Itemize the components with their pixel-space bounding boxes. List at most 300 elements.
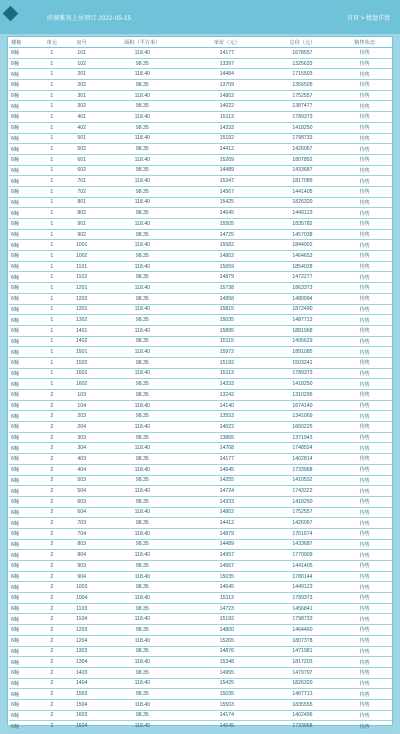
cell-status: 待售 <box>337 293 392 304</box>
cell-status: 待售 <box>337 304 392 315</box>
table-row[interactable] <box>9 657 392 668</box>
cell-unit: 2 <box>39 539 65 550</box>
cell-unit-price: 15035 <box>186 689 268 700</box>
table-row[interactable] <box>9 90 392 101</box>
table-row[interactable] <box>9 432 392 443</box>
cell-unit-price: 15348 <box>186 657 268 668</box>
cell-status: 待售 <box>337 539 392 550</box>
cell-unit: 1 <box>39 176 65 187</box>
cell-unit: 1 <box>39 58 65 69</box>
cell-status: 待售 <box>337 582 392 593</box>
cell-building: 6幢 <box>9 90 39 101</box>
cell-unit: 1 <box>39 272 65 283</box>
cell-unit: 2 <box>39 635 65 646</box>
table-row[interactable] <box>9 80 392 91</box>
cell-building: 6幢 <box>9 390 39 401</box>
cell-building: 6幢 <box>9 443 39 454</box>
cell-total-price: 1789373 <box>268 368 338 379</box>
table-row[interactable] <box>9 347 392 358</box>
table-row[interactable] <box>9 368 392 379</box>
cell-room: 801 <box>65 197 99 208</box>
cell-room: 1001 <box>65 240 99 251</box>
cell-total-price: 1325633 <box>268 58 338 69</box>
cell-building: 6幢 <box>9 261 39 272</box>
table-row[interactable] <box>9 411 392 422</box>
cell-unit-price: 14333 <box>186 496 268 507</box>
table-row[interactable] <box>9 518 392 529</box>
cell-total-price: 1441405 <box>268 186 338 197</box>
cell-area: 98.35 <box>99 80 187 91</box>
cell-unit-price: 15582 <box>186 240 268 251</box>
cell-area: 98.35 <box>99 518 187 529</box>
cell-total-price: 1464653 <box>268 251 338 262</box>
cell-area: 98.35 <box>99 432 187 443</box>
table-row[interactable] <box>9 678 392 689</box>
cell-area: 118.40 <box>99 240 187 251</box>
cell-total-price: 1410532 <box>268 475 338 486</box>
cell-unit-price: 15035 <box>186 315 268 326</box>
cell-unit: 1 <box>39 69 65 80</box>
cell-status: 待售 <box>337 240 392 251</box>
table-row[interactable] <box>9 582 392 593</box>
table-row[interactable] <box>9 122 392 133</box>
cell-total-price: 1881968 <box>268 325 338 336</box>
cell-building: 6幢 <box>9 657 39 668</box>
cell-status: 待售 <box>337 112 392 123</box>
table-row[interactable] <box>9 304 392 315</box>
cell-unit-price: 13553 <box>186 411 268 422</box>
table-row[interactable] <box>9 550 392 561</box>
cell-unit: 1 <box>39 283 65 294</box>
cell-total-price: 1678557 <box>268 48 338 59</box>
cell-room: 602 <box>65 165 99 176</box>
cell-area: 118.40 <box>99 678 187 689</box>
breadcrumb-home[interactable]: 首页 <box>347 16 360 22</box>
cell-unit: 1 <box>39 315 65 326</box>
cell-area: 118.40 <box>99 219 187 230</box>
cell-area: 118.40 <box>99 176 187 187</box>
cell-unit: 2 <box>39 400 65 411</box>
cell-unit-price: 14177 <box>186 48 268 59</box>
cell-unit-price: 15895 <box>186 325 268 336</box>
cell-room: 304 <box>65 443 99 454</box>
cell-unit-price: 14802 <box>186 90 268 101</box>
cell-unit-price: 15815 <box>186 304 268 315</box>
cell-total-price: 1826320 <box>268 197 338 208</box>
table-row[interactable] <box>9 625 392 636</box>
cell-unit-price: 13397 <box>186 58 268 69</box>
cell-unit-price: 15738 <box>186 283 268 294</box>
cell-area: 98.35 <box>99 689 187 700</box>
cell-building: 6幢 <box>9 593 39 604</box>
cell-area: 98.35 <box>99 229 187 240</box>
cell-total-price: 1752557 <box>268 507 338 518</box>
cell-unit: 1 <box>39 165 65 176</box>
cell-status: 待售 <box>337 571 392 582</box>
table-row[interactable] <box>9 325 392 336</box>
table-row[interactable] <box>9 58 392 69</box>
cell-unit-price: 15347 <box>186 176 268 187</box>
cell-building: 6幢 <box>9 336 39 347</box>
cell-room: 1404 <box>65 678 99 689</box>
cell-total-price: 1770909 <box>268 550 338 561</box>
cell-status: 待售 <box>337 678 392 689</box>
cell-total-price: 1418250 <box>268 122 338 133</box>
table-row[interactable] <box>9 603 392 614</box>
cell-unit-price: 14333 <box>186 379 268 390</box>
cell-total-price: 1433687 <box>268 539 338 550</box>
table-row[interactable] <box>9 176 392 187</box>
cell-unit: 1 <box>39 186 65 197</box>
cell-status: 待售 <box>337 390 392 401</box>
cell-status: 待售 <box>337 561 392 572</box>
cell-unit-price: 13865 <box>186 432 268 443</box>
cell-unit-price: 15505 <box>186 219 268 230</box>
cell-unit: 1 <box>39 219 65 230</box>
cell-room: 502 <box>65 144 99 155</box>
table-row[interactable] <box>9 144 392 155</box>
cell-unit: 1 <box>39 154 65 165</box>
cell-building: 6幢 <box>9 229 39 240</box>
cell-unit-price: 14484 <box>186 69 268 80</box>
table-row[interactable] <box>9 475 392 486</box>
table-row[interactable] <box>9 261 392 272</box>
cell-unit: 2 <box>39 710 65 721</box>
table-row[interactable] <box>9 614 392 625</box>
cell-total-price: 1418250 <box>268 496 338 507</box>
cell-building: 6幢 <box>9 411 39 422</box>
cell-unit: 2 <box>39 646 65 657</box>
cell-room: 101 <box>65 48 99 59</box>
cell-unit: 1 <box>39 304 65 315</box>
cell-total-price: 1402496 <box>268 710 338 721</box>
table-row[interactable] <box>9 208 392 219</box>
table-row[interactable] <box>9 219 392 230</box>
table-row[interactable] <box>9 593 392 604</box>
cell-status: 待售 <box>337 272 392 283</box>
cell-total-price: 1449123 <box>268 208 338 219</box>
cell-unit-price: 14802 <box>186 251 268 262</box>
cell-area: 98.35 <box>99 144 187 155</box>
cell-total-price: 1418250 <box>268 379 338 390</box>
cell-room: 703 <box>65 518 99 529</box>
cell-unit-price: 15972 <box>186 347 268 358</box>
cell-building: 6幢 <box>9 122 39 133</box>
table-row[interactable] <box>9 357 392 368</box>
cell-unit-price: 14412 <box>186 518 268 529</box>
cell-unit: 2 <box>39 496 65 507</box>
cell-unit-price: 14723 <box>186 603 268 614</box>
table-row[interactable] <box>9 496 392 507</box>
cell-room: 601 <box>65 154 99 165</box>
table-row[interactable] <box>9 283 392 294</box>
cell-total-price: 1789373 <box>268 593 338 604</box>
cell-building: 6幢 <box>9 667 39 678</box>
cell-room: 802 <box>65 208 99 219</box>
cell-room: 704 <box>65 528 99 539</box>
col-total-price: 总价（元） <box>268 38 338 48</box>
cell-status: 待售 <box>337 251 392 262</box>
cell-area: 118.40 <box>99 154 187 165</box>
table-row[interactable] <box>9 186 392 197</box>
cell-unit: 1 <box>39 144 65 155</box>
cell-unit: 2 <box>39 422 65 433</box>
cell-building: 6幢 <box>9 518 39 529</box>
cell-area: 118.40 <box>99 48 187 59</box>
cell-unit: 2 <box>39 486 65 497</box>
cell-unit: 2 <box>39 475 65 486</box>
table-row[interactable] <box>9 48 392 59</box>
cell-unit: 2 <box>39 571 65 582</box>
cell-area: 118.40 <box>99 486 187 497</box>
table-row[interactable] <box>9 528 392 539</box>
cell-unit-price: 14645 <box>186 582 268 593</box>
cell-building: 6幢 <box>9 357 39 368</box>
cell-room: 702 <box>65 186 99 197</box>
cell-building: 6幢 <box>9 699 39 710</box>
cell-unit: 1 <box>39 379 65 390</box>
cell-unit-price: 14768 <box>186 443 268 454</box>
cell-status: 待售 <box>337 667 392 678</box>
cell-building: 6幢 <box>9 486 39 497</box>
cell-building: 6幢 <box>9 689 39 700</box>
cell-status: 待售 <box>337 101 392 112</box>
table-row[interactable] <box>9 336 392 347</box>
cell-building: 6幢 <box>9 48 39 59</box>
table-row[interactable] <box>9 571 392 582</box>
cell-building: 6幢 <box>9 603 39 614</box>
table-body <box>9 48 392 732</box>
cell-unit: 1 <box>39 112 65 123</box>
table-row[interactable] <box>9 646 392 657</box>
cell-area: 118.40 <box>99 400 187 411</box>
cell-room: 103 <box>65 390 99 401</box>
cell-building: 6幢 <box>9 368 39 379</box>
table-row[interactable] <box>9 721 392 732</box>
cell-total-price: 1371943 <box>268 432 338 443</box>
cell-building: 6幢 <box>9 464 39 475</box>
cell-unit-price: 14333 <box>186 122 268 133</box>
cell-status: 待售 <box>337 432 392 443</box>
cell-building: 6幢 <box>9 315 39 326</box>
cell-unit-price: 15425 <box>186 197 268 208</box>
table-row[interactable] <box>9 240 392 251</box>
cell-room: 701 <box>65 176 99 187</box>
cell-status: 待售 <box>337 625 392 636</box>
table-row[interactable] <box>9 710 392 721</box>
cell-total-price: 1457038 <box>268 229 338 240</box>
cell-area: 98.35 <box>99 454 187 465</box>
cell-room: 1504 <box>65 699 99 710</box>
cell-status: 待售 <box>337 336 392 347</box>
cell-building: 6幢 <box>9 678 39 689</box>
col-area: 面积（平方米） <box>99 38 187 48</box>
cell-unit-price: 14645 <box>186 721 268 732</box>
cell-status: 待售 <box>337 283 392 294</box>
table-row[interactable] <box>9 667 392 678</box>
cell-room: 1104 <box>65 614 99 625</box>
cell-room: 503 <box>65 475 99 486</box>
cell-room: 1201 <box>65 283 99 294</box>
table-row[interactable] <box>9 390 392 401</box>
cell-unit-price: 15192 <box>186 133 268 144</box>
cell-room: 603 <box>65 496 99 507</box>
cell-unit: 1 <box>39 208 65 219</box>
cell-area: 118.40 <box>99 464 187 475</box>
cell-status: 待售 <box>337 699 392 710</box>
table-row[interactable] <box>9 112 392 123</box>
cell-area: 98.35 <box>99 379 187 390</box>
cell-area: 118.40 <box>99 112 187 123</box>
table-row[interactable] <box>9 635 392 646</box>
cell-room: 604 <box>65 507 99 518</box>
cell-room: 1602 <box>65 379 99 390</box>
cell-room: 1503 <box>65 689 99 700</box>
cell-building: 6幢 <box>9 379 39 390</box>
cell-unit-price: 15269 <box>186 154 268 165</box>
cell-unit-price: 15113 <box>186 112 268 123</box>
cell-unit: 1 <box>39 90 65 101</box>
cell-building: 6幢 <box>9 69 39 80</box>
cell-building: 6幢 <box>9 165 39 176</box>
cell-status: 待售 <box>337 197 392 208</box>
cell-status: 待售 <box>337 165 392 176</box>
cell-building: 6幢 <box>9 154 39 165</box>
cell-status: 待售 <box>337 689 392 700</box>
table-row[interactable] <box>9 315 392 326</box>
cell-unit: 2 <box>39 507 65 518</box>
cell-building: 6幢 <box>9 646 39 657</box>
table-row[interactable] <box>9 101 392 112</box>
cell-unit: 2 <box>39 528 65 539</box>
cell-building: 6幢 <box>9 112 39 123</box>
cell-room: 501 <box>65 133 99 144</box>
table-row[interactable] <box>9 229 392 240</box>
cell-unit: 2 <box>39 454 65 465</box>
cell-total-price: 1479797 <box>268 667 338 678</box>
cell-unit: 2 <box>39 614 65 625</box>
cell-unit: 1 <box>39 293 65 304</box>
table-row[interactable] <box>9 379 392 390</box>
cell-room: 504 <box>65 486 99 497</box>
cell-unit: 1 <box>39 240 65 251</box>
cell-building: 6幢 <box>9 240 39 251</box>
table-row[interactable] <box>9 464 392 475</box>
cell-room: 1003 <box>65 582 99 593</box>
table-row[interactable] <box>9 486 392 497</box>
cell-total-price: 1487713 <box>268 315 338 326</box>
cell-total-price: 1798733 <box>268 133 338 144</box>
cell-unit-price: 14567 <box>186 561 268 572</box>
table-row[interactable] <box>9 133 392 144</box>
cell-area: 98.35 <box>99 582 187 593</box>
cell-area: 98.35 <box>99 411 187 422</box>
table-row[interactable] <box>9 699 392 710</box>
cell-total-price: 1891085 <box>268 347 338 358</box>
cell-unit-price: 15192 <box>186 614 268 625</box>
cell-area: 118.40 <box>99 347 187 358</box>
cell-building: 6幢 <box>9 101 39 112</box>
cell-area: 118.40 <box>99 635 187 646</box>
table-row[interactable] <box>9 251 392 262</box>
table-header-row <box>9 38 392 48</box>
table-row[interactable] <box>9 422 392 433</box>
cell-total-price: 1817085 <box>268 176 338 187</box>
table-row[interactable] <box>9 689 392 700</box>
cell-unit: 2 <box>39 464 65 475</box>
table-row[interactable] <box>9 197 392 208</box>
cell-unit-price: 14876 <box>186 646 268 657</box>
table-row[interactable] <box>9 400 392 411</box>
cell-room: 1303 <box>65 646 99 657</box>
cell-unit: 1 <box>39 80 65 91</box>
cell-room: 1203 <box>65 625 99 636</box>
cell-unit: 2 <box>39 625 65 636</box>
cell-area: 118.40 <box>99 90 187 101</box>
cell-building: 6幢 <box>9 219 39 230</box>
table-row[interactable] <box>9 443 392 454</box>
cell-building: 6幢 <box>9 571 39 582</box>
cell-area: 118.40 <box>99 571 187 582</box>
cell-area: 98.35 <box>99 357 187 368</box>
cell-room: 1103 <box>65 603 99 614</box>
cell-status: 待售 <box>337 58 392 69</box>
cell-total-price: 1743322 <box>268 486 338 497</box>
cell-unit: 2 <box>39 667 65 678</box>
cell-unit: 2 <box>39 657 65 668</box>
cell-unit-price: 15659 <box>186 261 268 272</box>
cell-total-price: 1844902 <box>268 240 338 251</box>
table-row[interactable] <box>9 154 392 165</box>
table-row[interactable] <box>9 272 392 283</box>
table-row[interactable] <box>9 539 392 550</box>
cell-area: 118.40 <box>99 443 187 454</box>
table-row[interactable] <box>9 69 392 80</box>
cell-area: 118.40 <box>99 699 187 710</box>
col-unit: 单元 <box>39 38 65 48</box>
cell-area: 118.40 <box>99 507 187 518</box>
table-row[interactable] <box>9 454 392 465</box>
cell-unit: 2 <box>39 561 65 572</box>
cell-room: 302 <box>65 101 99 112</box>
cell-unit: 2 <box>39 721 65 732</box>
table-row[interactable] <box>9 165 392 176</box>
cell-room: 104 <box>65 400 99 411</box>
cell-unit: 1 <box>39 261 65 272</box>
cell-building: 6幢 <box>9 133 39 144</box>
sub-header <box>0 10 400 34</box>
cell-status: 待售 <box>337 176 392 187</box>
cell-status: 待售 <box>337 443 392 454</box>
cell-unit-price: 14022 <box>186 101 268 112</box>
table-row[interactable] <box>9 293 392 304</box>
cell-room: 1202 <box>65 293 99 304</box>
cell-unit-price: 14412 <box>186 144 268 155</box>
cell-total-price: 1789373 <box>268 112 338 123</box>
table-row[interactable] <box>9 507 392 518</box>
cell-building: 6幢 <box>9 400 39 411</box>
cell-room: 1402 <box>65 336 99 347</box>
cell-unit-price: 15265 <box>186 635 268 646</box>
cell-room: 904 <box>65 571 99 582</box>
cell-area: 98.35 <box>99 539 187 550</box>
table-row[interactable] <box>9 561 392 572</box>
cell-unit: 2 <box>39 550 65 561</box>
cell-area: 98.35 <box>99 186 187 197</box>
cell-area: 118.40 <box>99 304 187 315</box>
cell-status: 待售 <box>337 368 392 379</box>
cell-status: 待售 <box>337 379 392 390</box>
